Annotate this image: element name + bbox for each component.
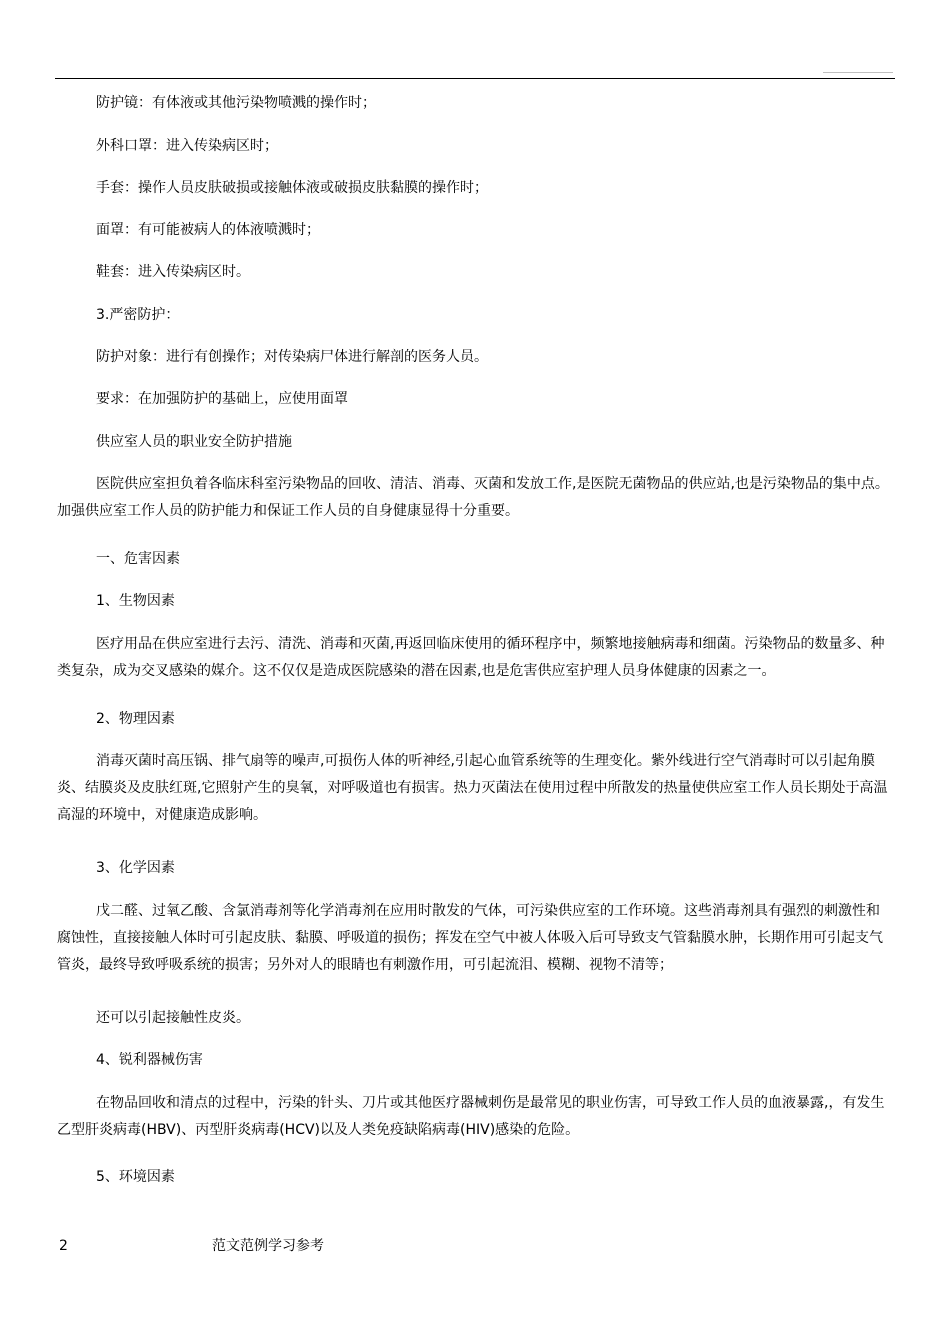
- page-number: 2: [59, 1238, 68, 1254]
- paragraph-intro: 医院供应室担负着各临床科室污染物品的回收、清洁、消毒、灭菌和发放工作,是医院无菌物品的供应站,也是污染物品的集中点。加强供应室工作人员的防护能力和保证工作人员的自身健康显得十分重要。: [57, 476, 889, 519]
- paragraph-sharp-instruments: 在物品回收和清点的过程中，污染的针头、刀片或其他医疗器械刺伤是最常见的职业伤害，可导致工作人员的血液暴露,，有发生乙型肝炎病毒(HBV)、丙型肝炎病毒(HCV)以及人类免疫缺陷病毒(HIV)感染的危险。: [57, 1095, 885, 1138]
- heading-hazard-factors: 一、危害因素: [96, 551, 180, 567]
- paragraph-chemical: 戊二醛、过氧乙酸、含氯消毒剂等化学消毒剂在应用时散发的气体，可污染供应室的工作环境。这些消毒剂具有强烈的刺激性和腐蚀性，直接接触人体时可引起皮肤、黏膜、呼吸道的损伤；挥发在空气中被人体吸入后可导致支气管黏膜水肿，长期作用可引起支气管炎，最终导致呼吸系统的损害；另外对人的眼睛也有刺激作用，可引起流泪、模糊、视物不清等；: [57, 903, 883, 973]
- heading-biological: 1、生物因素: [96, 593, 175, 609]
- paragraph-shoe-covers: 鞋套：进入传染病区时。: [96, 264, 250, 280]
- paragraph-requirement: 要求：在加强防护的基础上，应使用面罩: [96, 391, 348, 407]
- section-title: 供应室人员的职业安全防护措施: [96, 434, 292, 450]
- heading-environmental: 5、环境因素: [96, 1169, 175, 1185]
- header-mark: [823, 72, 893, 73]
- footer-text: 范文范例学习参考: [212, 1238, 324, 1254]
- paragraph-biological: 医疗用品在供应室进行去污、清洗、消毒和灭菌,再返回临床使用的循环程序中，频繁地接触病毒和细菌。污染物品的数量多、种类复杂，成为交叉感染的媒介。这不仅仅是造成医院感染的潜在因素,也是危害供应室护理人员身体健康的因素之一。: [57, 636, 885, 679]
- paragraph-goggles: 防护镜：有体液或其他污染物喷溅的操作时；: [96, 95, 376, 111]
- heading-sharp-instruments: 4、锐利器械伤害: [96, 1052, 203, 1068]
- heading-physical: 2、物理因素: [96, 711, 175, 727]
- paragraph-contact-dermatitis: 还可以引起接触性皮炎。: [96, 1010, 250, 1026]
- heading-strict-protection: 3.严密防护：: [96, 307, 180, 323]
- header-rule: [55, 78, 895, 79]
- heading-chemical: 3、化学因素: [96, 860, 175, 876]
- paragraph-face-shield: 面罩：有可能被病人的体液喷溅时；: [96, 222, 320, 238]
- paragraph-protection-target: 防护对象：进行有创操作；对传染病尸体进行解剖的医务人员。: [96, 349, 488, 365]
- paragraph-surgical-mask: 外科口罩：进入传染病区时；: [96, 138, 278, 154]
- paragraph-gloves: 手套：操作人员皮肤破损或接触体液或破损皮肤黏膜的操作时；: [96, 180, 488, 196]
- paragraph-physical: 消毒灭菌时高压锅、排气扇等的噪声,可损伤人体的听神经,引起心血管系统等的生理变化。紫外线进行空气消毒时可以引起角膜炎、结膜炎及皮肤红斑,它照射产生的臭氧，对呼吸道也有损害。热力灭菌法在使用过程中所散发的热量使供应室工作人员长期处于高温高湿的环境中，对健康造成影响。: [57, 753, 888, 823]
